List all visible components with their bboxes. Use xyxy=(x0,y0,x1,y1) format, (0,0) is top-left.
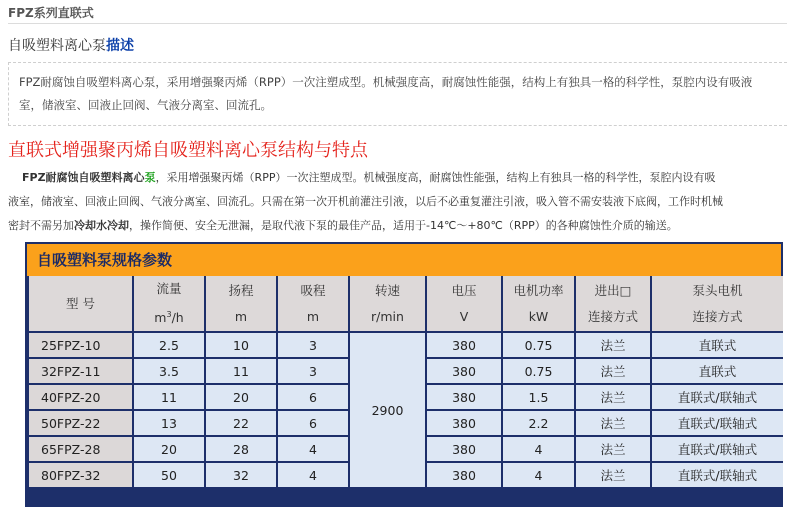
header-suction: 吸程 m xyxy=(278,276,348,331)
cell-model: 40FPZ-20 xyxy=(29,385,132,409)
cell-head: 32 xyxy=(206,463,276,487)
feature-text xyxy=(8,166,787,238)
header-head: 扬程 m xyxy=(206,276,276,331)
page-title: FPZ系列直联式 xyxy=(8,2,787,24)
description-box xyxy=(8,62,787,126)
feature-product-link[interactable]: 泵 xyxy=(144,171,156,184)
cell-head: 20 xyxy=(206,385,276,409)
cell-voltage: 380 xyxy=(427,333,501,357)
cell-connection: 直联式 xyxy=(652,333,783,357)
description-heading-main: 自吸塑料离心泵 xyxy=(8,38,106,54)
cell-voltage: 380 xyxy=(427,437,501,461)
description-line-1: FPZ耐腐蚀自吸塑料离心泵，采用增强聚丙烯（RPP）一次注塑成型。机械强度高，耐腐蚀性能强，结构上有独具一格的科学性，泵腔内设有吸液 xyxy=(19,75,753,89)
feature-line-3-a: 密封不需另加 xyxy=(8,219,74,232)
cell-connection: 直联式 xyxy=(652,359,783,383)
cell-power: 4 xyxy=(503,437,574,461)
cell-flow: 3.5 xyxy=(134,359,204,383)
cell-flow: 20 xyxy=(134,437,204,461)
spec-table xyxy=(27,274,785,489)
cell-model: 25FPZ-10 xyxy=(29,333,132,357)
cell-connection: 直联式/联轴式 xyxy=(652,463,783,487)
table-row xyxy=(29,333,783,357)
header-port: 进出□ 连接方式 xyxy=(576,276,650,331)
header-power: 电机功率 kW xyxy=(503,276,574,331)
cell-model: 80FPZ-32 xyxy=(29,463,132,487)
cell-port: 法兰 xyxy=(576,411,650,435)
cell-suction: 3 xyxy=(278,359,348,383)
cell-voltage: 380 xyxy=(427,359,501,383)
feature-line-3 xyxy=(8,214,787,238)
header-model: 型 号 xyxy=(29,276,132,331)
cell-flow: 50 xyxy=(134,463,204,487)
feature-line-3-b: ，操作简便、安全无泄漏，是取代液下泵的最佳产品，适用于-14℃～+80℃（RPP）的各种腐蚀性介质的输送。 xyxy=(129,219,678,232)
cell-suction: 6 xyxy=(278,411,348,435)
spec-table-title: 自吸塑料泵规格参数 xyxy=(27,244,781,276)
cell-suction: 6 xyxy=(278,385,348,409)
cell-connection: 直联式/联轴式 xyxy=(652,437,783,461)
description-line-2: 室，储液室、回液止回阀、气液分离室、回流孔。 xyxy=(19,98,272,112)
cell-head: 28 xyxy=(206,437,276,461)
cell-power: 4 xyxy=(503,463,574,487)
cell-head: 10 xyxy=(206,333,276,357)
description-heading-highlight: 描述 xyxy=(106,38,134,54)
cell-suction: 4 xyxy=(278,463,348,487)
header-flow: 流量 $m^3/h$ xyxy=(134,276,204,331)
cell-voltage: 380 xyxy=(427,463,501,487)
cell-speed: 2900 xyxy=(350,333,425,487)
cell-connection: 直联式/联轴式 xyxy=(652,411,783,435)
cell-port: 法兰 xyxy=(576,333,650,357)
cell-port: 法兰 xyxy=(576,463,650,487)
feature-line-2: 液室，储液室、回液止回阀、气液分离室、回流孔。只需在第一次开机前灌注引液，以后不必重复灌注引液，吸入管不需安装液下底阀，工作时机械 xyxy=(8,195,723,208)
cell-model: 65FPZ-28 xyxy=(29,437,132,461)
feature-line-1 xyxy=(8,166,787,190)
cell-voltage: 380 xyxy=(427,411,501,435)
cell-power: 2.2 xyxy=(503,411,574,435)
cell-suction: 4 xyxy=(278,437,348,461)
header-speed: 转速 r/min xyxy=(350,276,425,331)
description-heading xyxy=(8,36,134,56)
header-voltage: 电压 V xyxy=(427,276,501,331)
cell-head: 22 xyxy=(206,411,276,435)
cell-voltage: 380 xyxy=(427,385,501,409)
feature-line-3-bold: 冷却水冷却 xyxy=(74,219,129,232)
spec-header-row xyxy=(29,276,783,331)
feature-heading: 直联式增强聚丙烯自吸塑料离心泵结构与特点 xyxy=(8,140,368,161)
feature-product-name: FPZ耐腐蚀自吸塑料离心 xyxy=(22,171,145,184)
cell-power: 0.75 xyxy=(503,333,574,357)
cell-flow: 2.5 xyxy=(134,333,204,357)
cell-model: 32FPZ-11 xyxy=(29,359,132,383)
cell-flow: 11 xyxy=(134,385,204,409)
cell-suction: 3 xyxy=(278,333,348,357)
feature-line-1-rest: ，采用增强聚丙烯（RPP）一次注塑成型。机械强度高，耐腐蚀性能强，结构上有独具一格的科学性，泵腔内设有吸 xyxy=(155,171,716,184)
cell-power: 1.5 xyxy=(503,385,574,409)
cell-head: 11 xyxy=(206,359,276,383)
cell-port: 法兰 xyxy=(576,437,650,461)
cell-port: 法兰 xyxy=(576,359,650,383)
cell-flow: 13 xyxy=(134,411,204,435)
cell-power: 0.75 xyxy=(503,359,574,383)
spec-table-container xyxy=(25,242,783,507)
cell-model: 50FPZ-22 xyxy=(29,411,132,435)
header-connection: 泵头电机 连接方式 xyxy=(652,276,783,331)
cell-connection: 直联式/联轴式 xyxy=(652,385,783,409)
cell-port: 法兰 xyxy=(576,385,650,409)
